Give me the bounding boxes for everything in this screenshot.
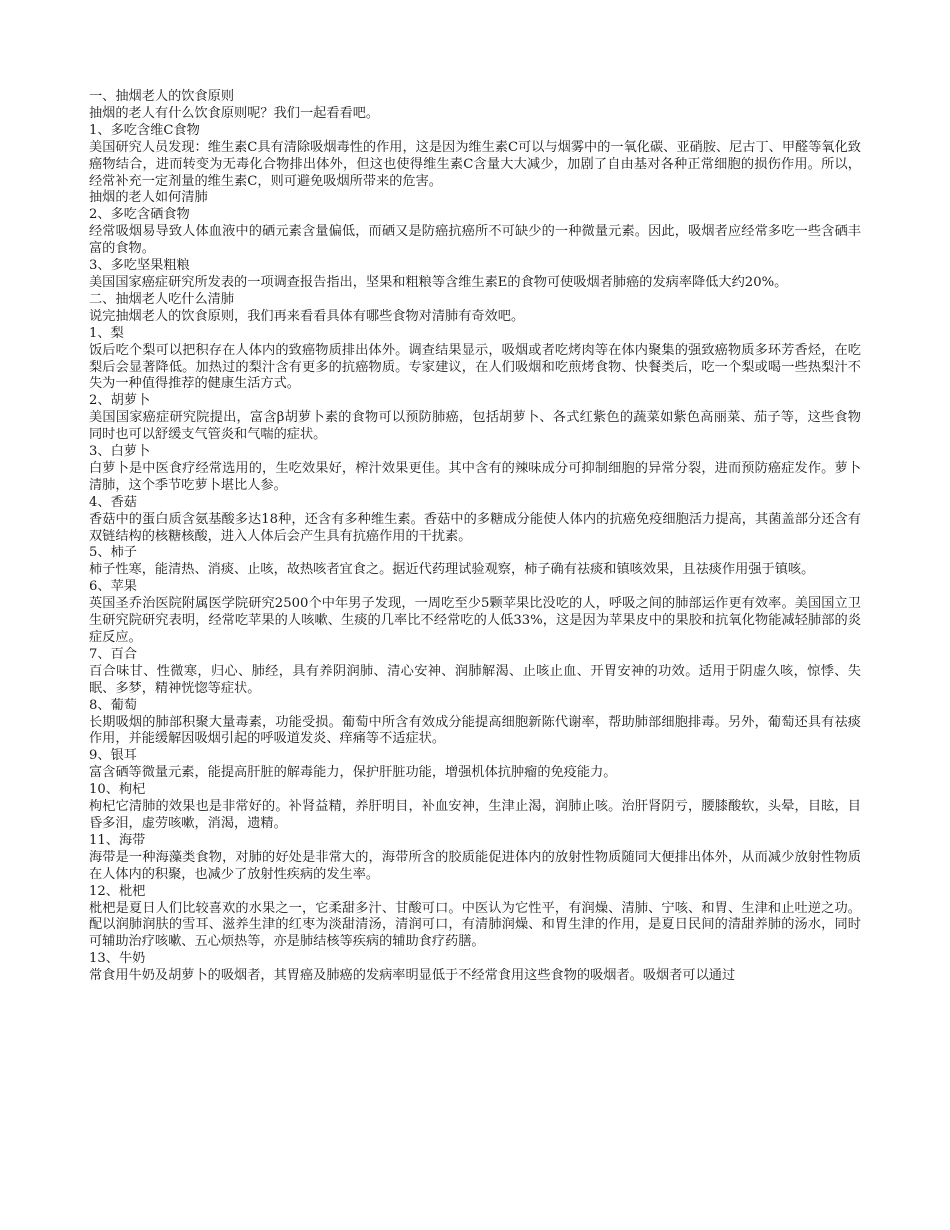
section-heading: 二、抽烟老人吃什么清肺: [89, 291, 235, 307]
body-paragraph: 英国圣乔治医院附属医学院研究2500个中年男子发现，一周吃至少5颗苹果比没吃的人，呼吸之间的肺部运作更有效率。美国国立卫生研究院研究表明，经常吃苹果的人咳嗽、生痰的几率比不经常吃的人低33%，这是因为苹果皮中的果胶和抗氧化物能减轻肺部的炎症反应。: [89, 596, 861, 645]
section-heading: 3、多吃坚果粗粮: [89, 258, 190, 274]
body-paragraph: 百合味甘、性微寒，归心、肺经，具有养阴润肺、清心安神、润肺解渴、止咳止血、开胃安神的功效。适用于阴虚久咳，惊悸、失眠、多梦，精神恍惚等症状。: [89, 663, 861, 696]
section-heading: 抽烟的老人有什么饮食原则呢？我们一起看看吧。: [89, 105, 380, 121]
body-paragraph: 美国国家癌症研究院提出，富含β胡萝卜素的食物可以预防肺癌，包括胡萝卜、各式红紫色的蔬菜如紫色高丽菜、茄子等，这些食物同时也可以舒缓支气管炎和气喘的症状。: [89, 410, 861, 443]
section-heading: 8、葡萄: [89, 697, 137, 713]
section-heading: 12、枇杷: [89, 883, 146, 899]
section-heading: 13、牛奶: [89, 951, 146, 967]
section-heading: 4、香菇: [89, 494, 137, 510]
section-heading: 7、百合: [89, 646, 137, 662]
body-paragraph: 枇杷是夏日人们比较喜欢的水果之一，它柔甜多汁、甘酸可口。中医认为它性平，有润燥、清肺、宁咳、和胃、生津和止吐逆之功。配以润肺润肤的雪耳、滋养生津的红枣为淡甜清汤，清润可口，有清肺润燥、和胃生津的作用，是夏日民间的清甜养肺的汤水，同时可辅助治疗咳嗽、五心烦热等，亦是肺结核等疾病的辅助食疗药膳。: [89, 900, 861, 950]
section-heading: 抽烟的老人如何清肺: [89, 190, 208, 206]
body-paragraph: 富含硒等微量元素，能提高肝脏的解毒能力，保护肝脏功能，增强机体抗肿瘤的免疫能力。: [89, 765, 617, 781]
section-heading: 说完抽烟老人的饮食原则，我们再来看看具体有哪些食物对清肺有奇效吧。: [89, 308, 525, 324]
section-heading: 5、柿子: [89, 545, 137, 561]
body-paragraph: 海带是一种海藻类食物，对肺的好处是非常大的，海带所含的胶质能促进体内的放射性物质随同大便排出体外，从而减少放射性物质在人体内的积聚，也减少了放射性疾病的发生率。: [89, 849, 861, 882]
section-heading: 3、白萝卜: [89, 444, 151, 460]
body-paragraph: 美国研究人员发现：维生素C具有清除吸烟毒性的作用，这是因为维生素C可以与烟雾中的一氧化碳、亚硝胺、尼古丁、甲醛等氧化致癌物结合，进而转变为无毒化合物排出体外，但这也使得维生素C含量大大减少，加剧了自由基对各种正常细胞的损伤作用。所以，经常补充一定剂量的维生素C，则可避免吸烟所带来的危害。: [89, 139, 861, 189]
section-heading: 2、多吃含硒食物: [89, 207, 190, 223]
body-paragraph: 白萝卜是中医食疗经常选用的，生吃效果好，榨汁效果更佳。其中含有的辣味成分可抑制细胞的异常分裂，进而预防癌症发作。萝卜清肺，这个季节吃萝卜堪比人参。: [89, 460, 861, 493]
body-paragraph: 柿子性寒，能清热、消痰、止咳，故热咳者宜食之。据近代药理试验观察，柿子确有祛痰和镇咳效果，且祛痰作用强于镇咳。: [89, 562, 815, 578]
body-paragraph: 香菇中的蛋白质含氨基酸多达18种，还含有多种维生素。香菇中的多糖成分能使人体内的抗癌免疫细胞活力提高，其菌盖部分还含有双链结构的核糖核酸，进入人体后会产生具有抗癌作用的干扰素。: [89, 511, 861, 544]
section-heading: 11、海带: [89, 832, 146, 848]
section-heading: 一、抽烟老人的饮食原则: [89, 89, 235, 104]
section-heading: 2、胡萝卜: [89, 393, 151, 409]
section-heading: 1、梨: [89, 325, 124, 341]
body-paragraph: 枸杞它清肺的效果也是非常好的。补肾益精，养肝明目，补血安神，生津止渴，润肺止咳。治肝肾阴亏，腰膝酸软，头晕，目眩，目昏多泪，虚劳咳嗽，消渴，遗精。: [89, 799, 861, 831]
section-heading: 1、多吃含维C食物: [89, 122, 200, 138]
section-heading: 10、枸杞: [89, 782, 146, 798]
document-body: [89, 89, 861, 985]
section-heading: 9、银耳: [89, 748, 137, 764]
body-paragraph: 长期吸烟的肺部积聚大量毒素，功能受损。葡萄中所含有效成分能提高细胞新陈代谢率，帮助肺部细胞排毒。另外，葡萄还具有祛痰作用，并能缓解因吸烟引起的呼吸道发炎、痒痛等不适症状。: [89, 714, 861, 747]
section-heading: 6、苹果: [89, 579, 137, 595]
body-paragraph: 常食用牛奶及胡萝卜的吸烟者，其胃癌及肺癌的发病率明显低于不经常食用这些食物的吸烟者。吸烟者可以通过: [89, 968, 736, 984]
body-paragraph: 美国国家癌症研究所发表的一项调查报告指出，坚果和粗粮等含维生素E的食物可使吸烟者肺癌的发病率降低大约20%。: [89, 274, 788, 290]
body-paragraph: 饭后吃个梨可以把积存在人体内的致癌物质排出体外。调查结果显示，吸烟或者吃烤肉等在体内聚集的强致癌物质多环芳香烃，在吃梨后会显著降低。加热过的梨汁含有更多的抗癌物质。专家建议，在人们吸烟和吃煎烤食物、快餐类后，吃一个梨或喝一些热梨汁不失为一种值得推荐的健康生活方式。: [89, 342, 861, 392]
body-paragraph: 经常吸烟易导致人体血液中的硒元素含量偏低，而硒又是防癌抗癌所不可缺少的一种微量元素。因此，吸烟者应经常多吃一些含硒丰富的食物。: [89, 224, 861, 257]
